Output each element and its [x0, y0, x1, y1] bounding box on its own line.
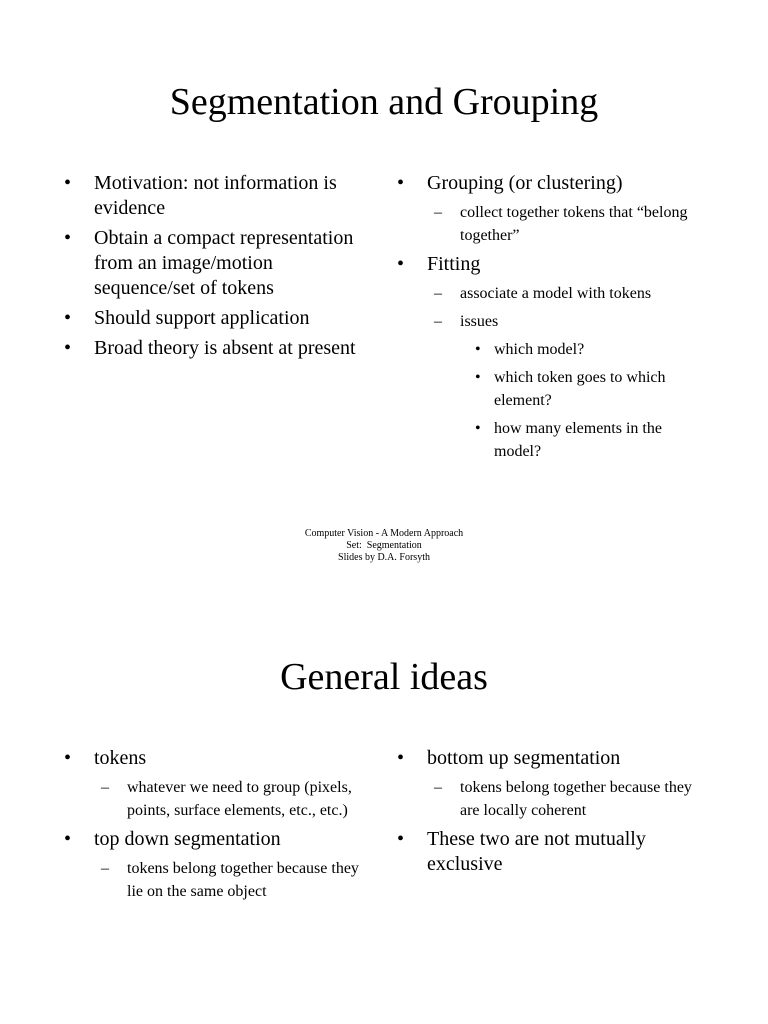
- sub-bullet-item: – whatever we need to group (pixels, points, surface elements, etc., etc.): [60, 776, 370, 822]
- right-column: [393, 171, 703, 468]
- slide-title: Segmentation and Grouping: [169, 81, 599, 123]
- sub-bullet-item: – issues: [393, 310, 703, 333]
- footer-line: Set: Segmentation: [346, 540, 422, 551]
- footer-line: Computer Vision - A Modern Approach: [304, 528, 464, 539]
- bullet-item: • Grouping (or clustering): [393, 171, 703, 196]
- footer-line: Slides by D.A. Forsyth: [338, 552, 430, 563]
- slide-title: General ideas: [280, 656, 488, 698]
- sub-sub-bullet-item: • how many elements in the model?: [393, 417, 703, 463]
- bullet-item: • These two are not mutually exclusive: [393, 827, 703, 877]
- bullet-item: • Broad theory is absent at present: [60, 336, 370, 361]
- sub-bullet-item: – tokens belong together because they lie on the same object: [60, 857, 370, 903]
- slide-footer: [0, 528, 768, 564]
- left-column: [60, 746, 370, 908]
- sub-bullet-item: – tokens belong together because they are locally coherent: [393, 776, 703, 822]
- sub-sub-bullet-item: • which model?: [393, 338, 703, 361]
- bullet-item: • tokens: [60, 746, 370, 771]
- sub-bullet-item: – collect together tokens that “belong together”: [393, 201, 703, 247]
- bullet-item: • Should support application: [60, 306, 370, 331]
- left-column: [60, 171, 370, 366]
- right-column: [393, 746, 703, 882]
- sub-sub-bullet-item: • which token goes to which element?: [393, 366, 703, 412]
- bullet-item: • Obtain a compact representation from an image/motion sequence/set of tokens: [60, 226, 370, 301]
- bullet-item: • Fitting: [393, 252, 703, 277]
- bullet-item: • top down segmentation: [60, 827, 370, 852]
- sub-bullet-item: – associate a model with tokens: [393, 282, 703, 305]
- bullet-item: • Motivation: not information is evidence: [60, 171, 370, 221]
- bullet-item: • bottom up segmentation: [393, 746, 703, 771]
